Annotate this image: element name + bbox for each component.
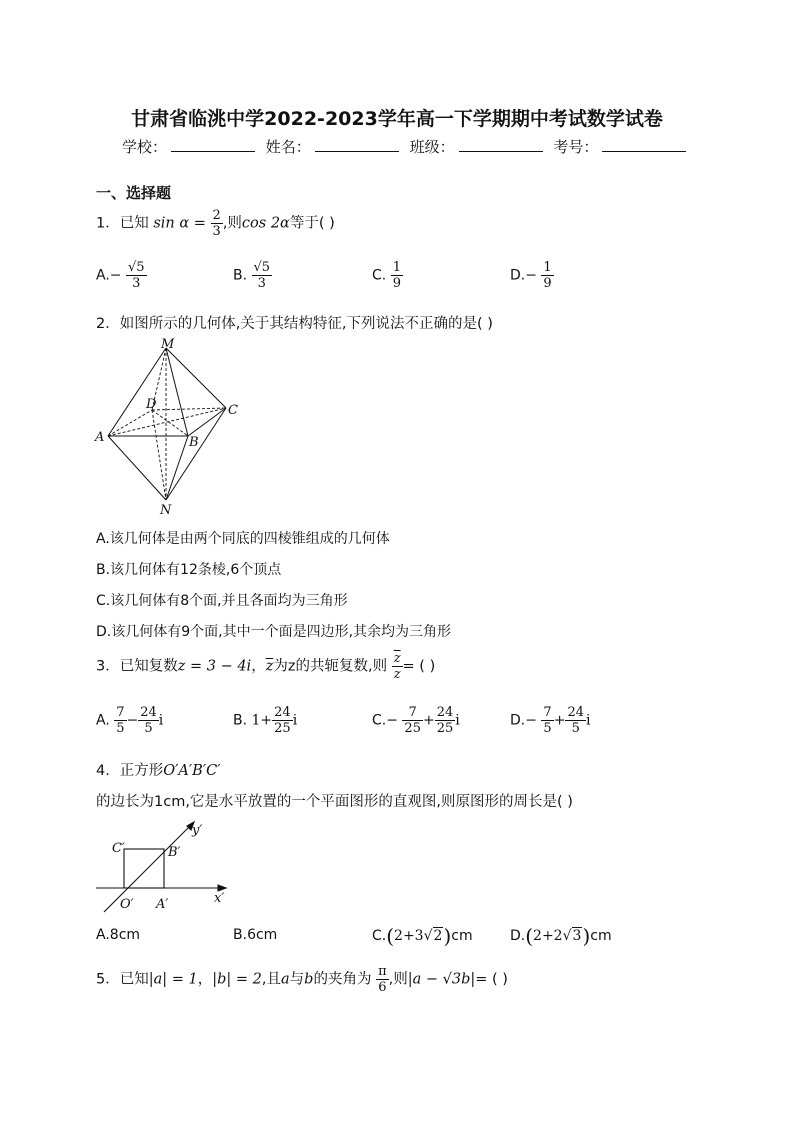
section-heading: 一、选择题 <box>96 184 172 202</box>
student-info-line <box>122 136 692 157</box>
page-title: 甘肃省临洮中学2022-2023学年高一下学期期中考试数学试卷 <box>131 108 663 130</box>
label-a: A <box>95 430 105 445</box>
label-a-prime: A′ <box>156 897 169 912</box>
label-b-prime: B′ <box>168 845 181 860</box>
octahedron-figure <box>90 336 250 518</box>
class-blank[interactable] <box>459 137 543 152</box>
q1-text-post: 等于( ) <box>289 215 335 232</box>
q2-option-b[interactable]: B.该几何体有12条棱,6个顶点 <box>96 562 282 578</box>
square-oabc <box>124 849 164 888</box>
q1-expression: sin α = <box>153 215 206 232</box>
q5-expression: |a − √3b| <box>407 971 476 988</box>
q1-option-d[interactable]: D.− $\frac{1}{9}$ <box>510 260 552 291</box>
label-n: N <box>160 503 172 518</box>
q4-option-b[interactable]: B.6cm <box>233 927 278 943</box>
q3-expression: z = 3 − 4i <box>177 658 252 675</box>
question-3-stem: 3．已知复数z = 3 − 4i，$\overline{z}$为z的共轭复数,则 $\frac{\overline{z}}{z}$ = ( ) <box>96 651 436 682</box>
question-1-stem <box>96 208 335 239</box>
q4-option-c[interactable]: C.(2+3√2)cm <box>372 924 473 948</box>
q5-norm-b: |b| = 2 <box>212 971 262 988</box>
question-4-stem-line1: 4．正方形O′A′B′C′ <box>96 763 221 779</box>
q5-norm-a: |a| = 1 <box>148 971 198 988</box>
edge-dc <box>152 408 226 410</box>
edge-bn <box>166 436 188 500</box>
name-blank[interactable] <box>315 137 399 152</box>
label-o-prime: O′ <box>120 897 134 912</box>
label-x-prime: x′ <box>214 891 225 906</box>
q4-option-d[interactable]: D.(2+2√3)cm <box>510 924 612 948</box>
number-blank[interactable] <box>602 137 686 152</box>
q1-option-b[interactable]: B. $\frac{√5}{3}$ <box>233 260 271 291</box>
diag-ac <box>108 408 226 436</box>
name-label: 姓名： <box>265 138 311 156</box>
label-b: B <box>189 435 199 450</box>
edge-cn <box>166 408 226 500</box>
q1-option-a[interactable]: A.− $\frac{√5}{3}$ <box>96 260 145 291</box>
label-m: M <box>161 337 175 352</box>
q1-text-mid: ,则 <box>222 215 242 232</box>
q1-expression-2: cos 2α <box>241 215 290 232</box>
q5-fraction: $\frac{\pi}{6}$ <box>378 964 387 995</box>
question-4-stem-line2: 的边长为1cm,它是水平放置的一个平面图形的直观图,则原图形的周长是( ) <box>96 794 573 810</box>
question-2-stem: 2．如图所示的几何体,关于其结构特征,下列说法不正确的是( ) <box>96 316 493 332</box>
q3-fraction: $\frac{\overline{z}}{z}$ <box>393 651 401 682</box>
label-c: C <box>228 403 238 418</box>
school-label: 学校： <box>122 138 168 156</box>
q2-option-a[interactable]: A.该几何体是由两个同底的四棱锥组成的几何体 <box>96 531 390 547</box>
q1-text-pre: 已知 <box>119 215 149 232</box>
y-axis <box>104 824 192 912</box>
edge-mc <box>166 348 226 408</box>
label-y-prime: y′ <box>192 823 203 838</box>
q2-option-c[interactable]: C.该几何体有8个面,并且各面均为三角形 <box>96 593 348 609</box>
question-number: 1． <box>96 215 120 232</box>
q5-vector-a: a <box>281 971 290 988</box>
number-label: 考号： <box>553 138 599 156</box>
q3-option-d[interactable]: D.− $\frac{7}{5}$ + $\frac{24}{5}$ i <box>510 705 591 736</box>
q1-option-c[interactable]: C. $\frac{1}{9}$ <box>372 260 401 291</box>
label-c-prime: C′ <box>112 841 125 856</box>
edge-ad <box>108 410 152 436</box>
label-d: D <box>146 397 157 412</box>
q3-option-a[interactable]: A. $\frac{7}{5}$ − $\frac{24}{5}$ i <box>96 705 164 736</box>
q4-square-name: O′A′B′C′ <box>163 763 221 779</box>
edge-ma <box>108 348 166 436</box>
q2-option-d[interactable]: D.该几何体有9个面,其中一个面是四边形,其余均为三角形 <box>96 624 452 640</box>
q3-option-c[interactable]: C.− $\frac{7}{25}$ + $\frac{24}{25}$ i <box>372 705 460 736</box>
q1-fraction: $\frac{2}{3}$ <box>212 208 221 239</box>
school-blank[interactable] <box>171 137 255 152</box>
q4-option-a[interactable]: A.8cm <box>96 927 141 943</box>
q3-option-b[interactable]: B. 1+ $\frac{24}{25}$ i <box>233 705 298 736</box>
question-5-stem: 5．已知|a| = 1，|b| = 2,且a与b的夹角为 $\frac{\pi}{6}$ ,则|a − √3b|= ( ) <box>96 964 508 995</box>
square-oblique-figure <box>92 816 242 916</box>
q3-zbar: $\overline{z}$ <box>265 658 274 675</box>
q5-vector-b: b <box>304 971 314 988</box>
class-label: 班级： <box>409 138 455 156</box>
